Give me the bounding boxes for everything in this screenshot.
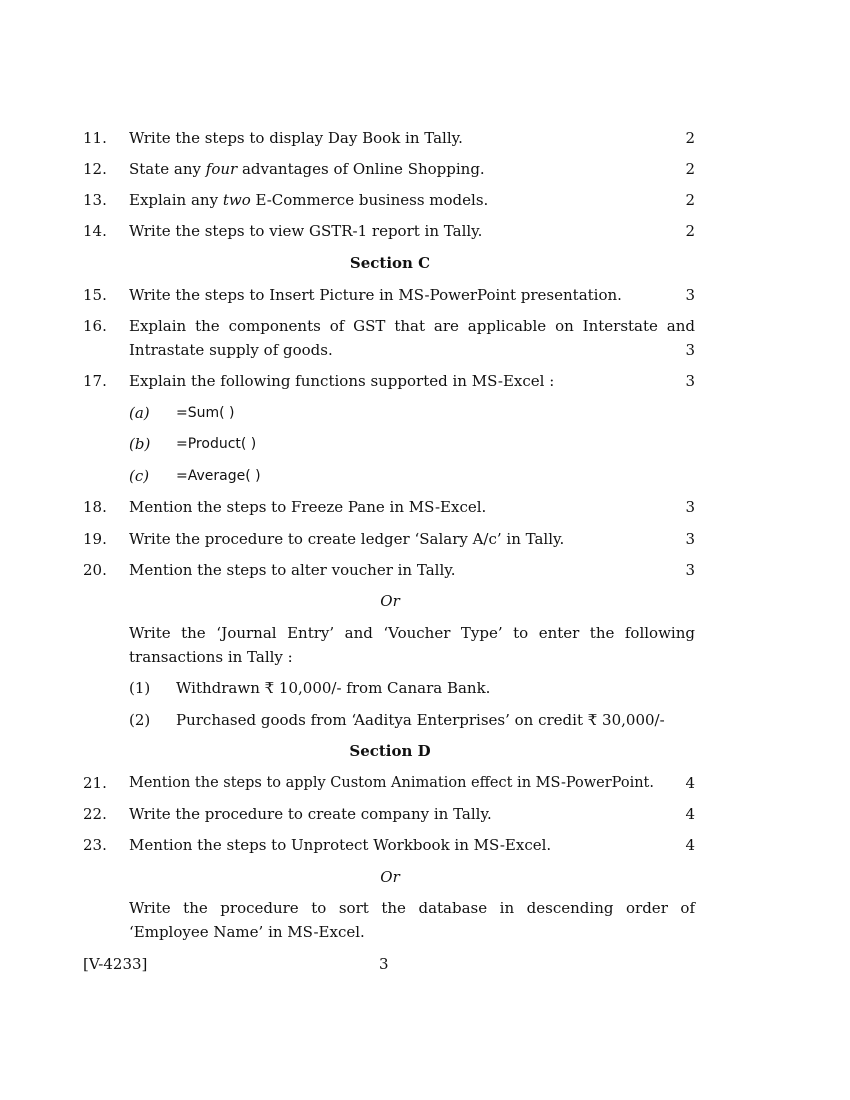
transaction-label: (2) [129,711,151,729]
page-number: 3 [379,955,389,973]
question-17 [83,369,695,393]
question-18 [83,495,695,519]
question-19 [83,527,695,551]
question-number: 22. [83,805,107,823]
question-text [129,157,665,181]
question-marks: 2 [685,222,695,240]
question-number: 23. [83,836,107,854]
text-part: advantages of Online Shopping. [237,160,485,178]
question-13 [83,188,695,212]
emphasis-word: four [205,160,238,178]
subitem-label: (b) [129,435,151,453]
question-text: Mention the steps to alter voucher in Tally. [129,561,456,579]
question-marks: 2 [685,191,695,209]
question-marks: 3 [685,530,695,548]
question-number: 14. [83,222,107,240]
subitem-label: (a) [129,404,150,422]
transaction-text: Withdrawn ₹ 10,000/- from Canara Bank. [176,679,491,697]
question-text: Write the steps to Insert Picture in MS-PowerPoint presentation. [129,286,622,304]
question-11 [83,126,695,150]
question-marks: 3 [685,372,695,390]
question-text: Write the procedure to create company in Tally. [129,805,492,823]
question-text: Write the steps to view GSTR-1 report in Tally. [129,222,483,240]
question-marks: 2 [685,129,695,147]
question-text: Write the procedure to create ledger ‘Salary A/c’ in Tally. [129,530,565,548]
question-22 [83,802,695,826]
question-21 [83,771,695,795]
section-c-heading: Section C [349,254,431,272]
question-marks: 4 [685,774,695,792]
question-text: Explain the following functions supported in MS-Excel : [129,372,555,390]
question-23-alternative: Write the procedure to sort the database in descending order of ‘Employee Name’ in MS-Excel. [129,899,695,941]
emphasis-word: two [222,191,251,209]
question-number: 17. [83,372,107,390]
question-number: 11. [83,129,107,147]
or-separator: Or [380,592,400,610]
question-number: 16. [83,317,107,335]
question-marks: 3 [685,341,695,359]
question-number: 15. [83,286,107,304]
question-marks: 2 [685,160,695,178]
question-12 [83,157,695,181]
question-marks: 3 [685,286,695,304]
question-marks: 3 [685,561,695,579]
subitem-text: =Sum( ) [176,405,235,421]
question-text: Write the steps to display Day Book in Tally. [129,129,463,147]
question-marks: 4 [685,805,695,823]
question-20-alternative: Write the ‘Journal Entry’ and ‘Voucher Type’ to enter the following transactions in Tally : [129,624,695,666]
subitem-label: (c) [129,467,150,485]
question-number: 12. [83,160,107,178]
question-marks: 4 [685,836,695,854]
question-number: 21. [83,774,107,792]
question-text: Mention the steps to Unprotect Workbook in MS-Excel. [129,836,552,854]
paper-code: [V-4233] [83,955,148,973]
question-16 [83,314,695,362]
question-23 [83,833,695,857]
question-marks: 3 [685,498,695,516]
question-text: Mention the steps to apply Custom Animation effect in MS-PowerPoint. [129,775,654,791]
question-number: 19. [83,530,107,548]
transaction-label: (1) [129,679,151,697]
question-number: 20. [83,561,107,579]
question-14 [83,219,695,243]
transaction-text: Purchased goods from ‘Aaditya Enterprises’ on credit ₹ 30,000/- [176,711,665,729]
question-text: Mention the steps to Freeze Pane in MS-Excel. [129,498,487,516]
text-part: Explain any [129,191,223,209]
section-d-heading: Section D [349,742,431,760]
question-number: 13. [83,191,107,209]
subitem-text: =Product( ) [176,436,257,452]
question-text: Explain the components of GST that are applicable on Interstate and Intrastate supply of goods. [129,317,695,359]
or-separator: Or [380,868,400,886]
text-part: State any [129,160,206,178]
subitem-text: =Average( ) [176,468,261,484]
question-20 [83,558,695,582]
question-15 [83,283,695,307]
question-number: 18. [83,498,107,516]
text-part: E-Commerce business models. [250,191,489,209]
question-text [129,188,665,212]
